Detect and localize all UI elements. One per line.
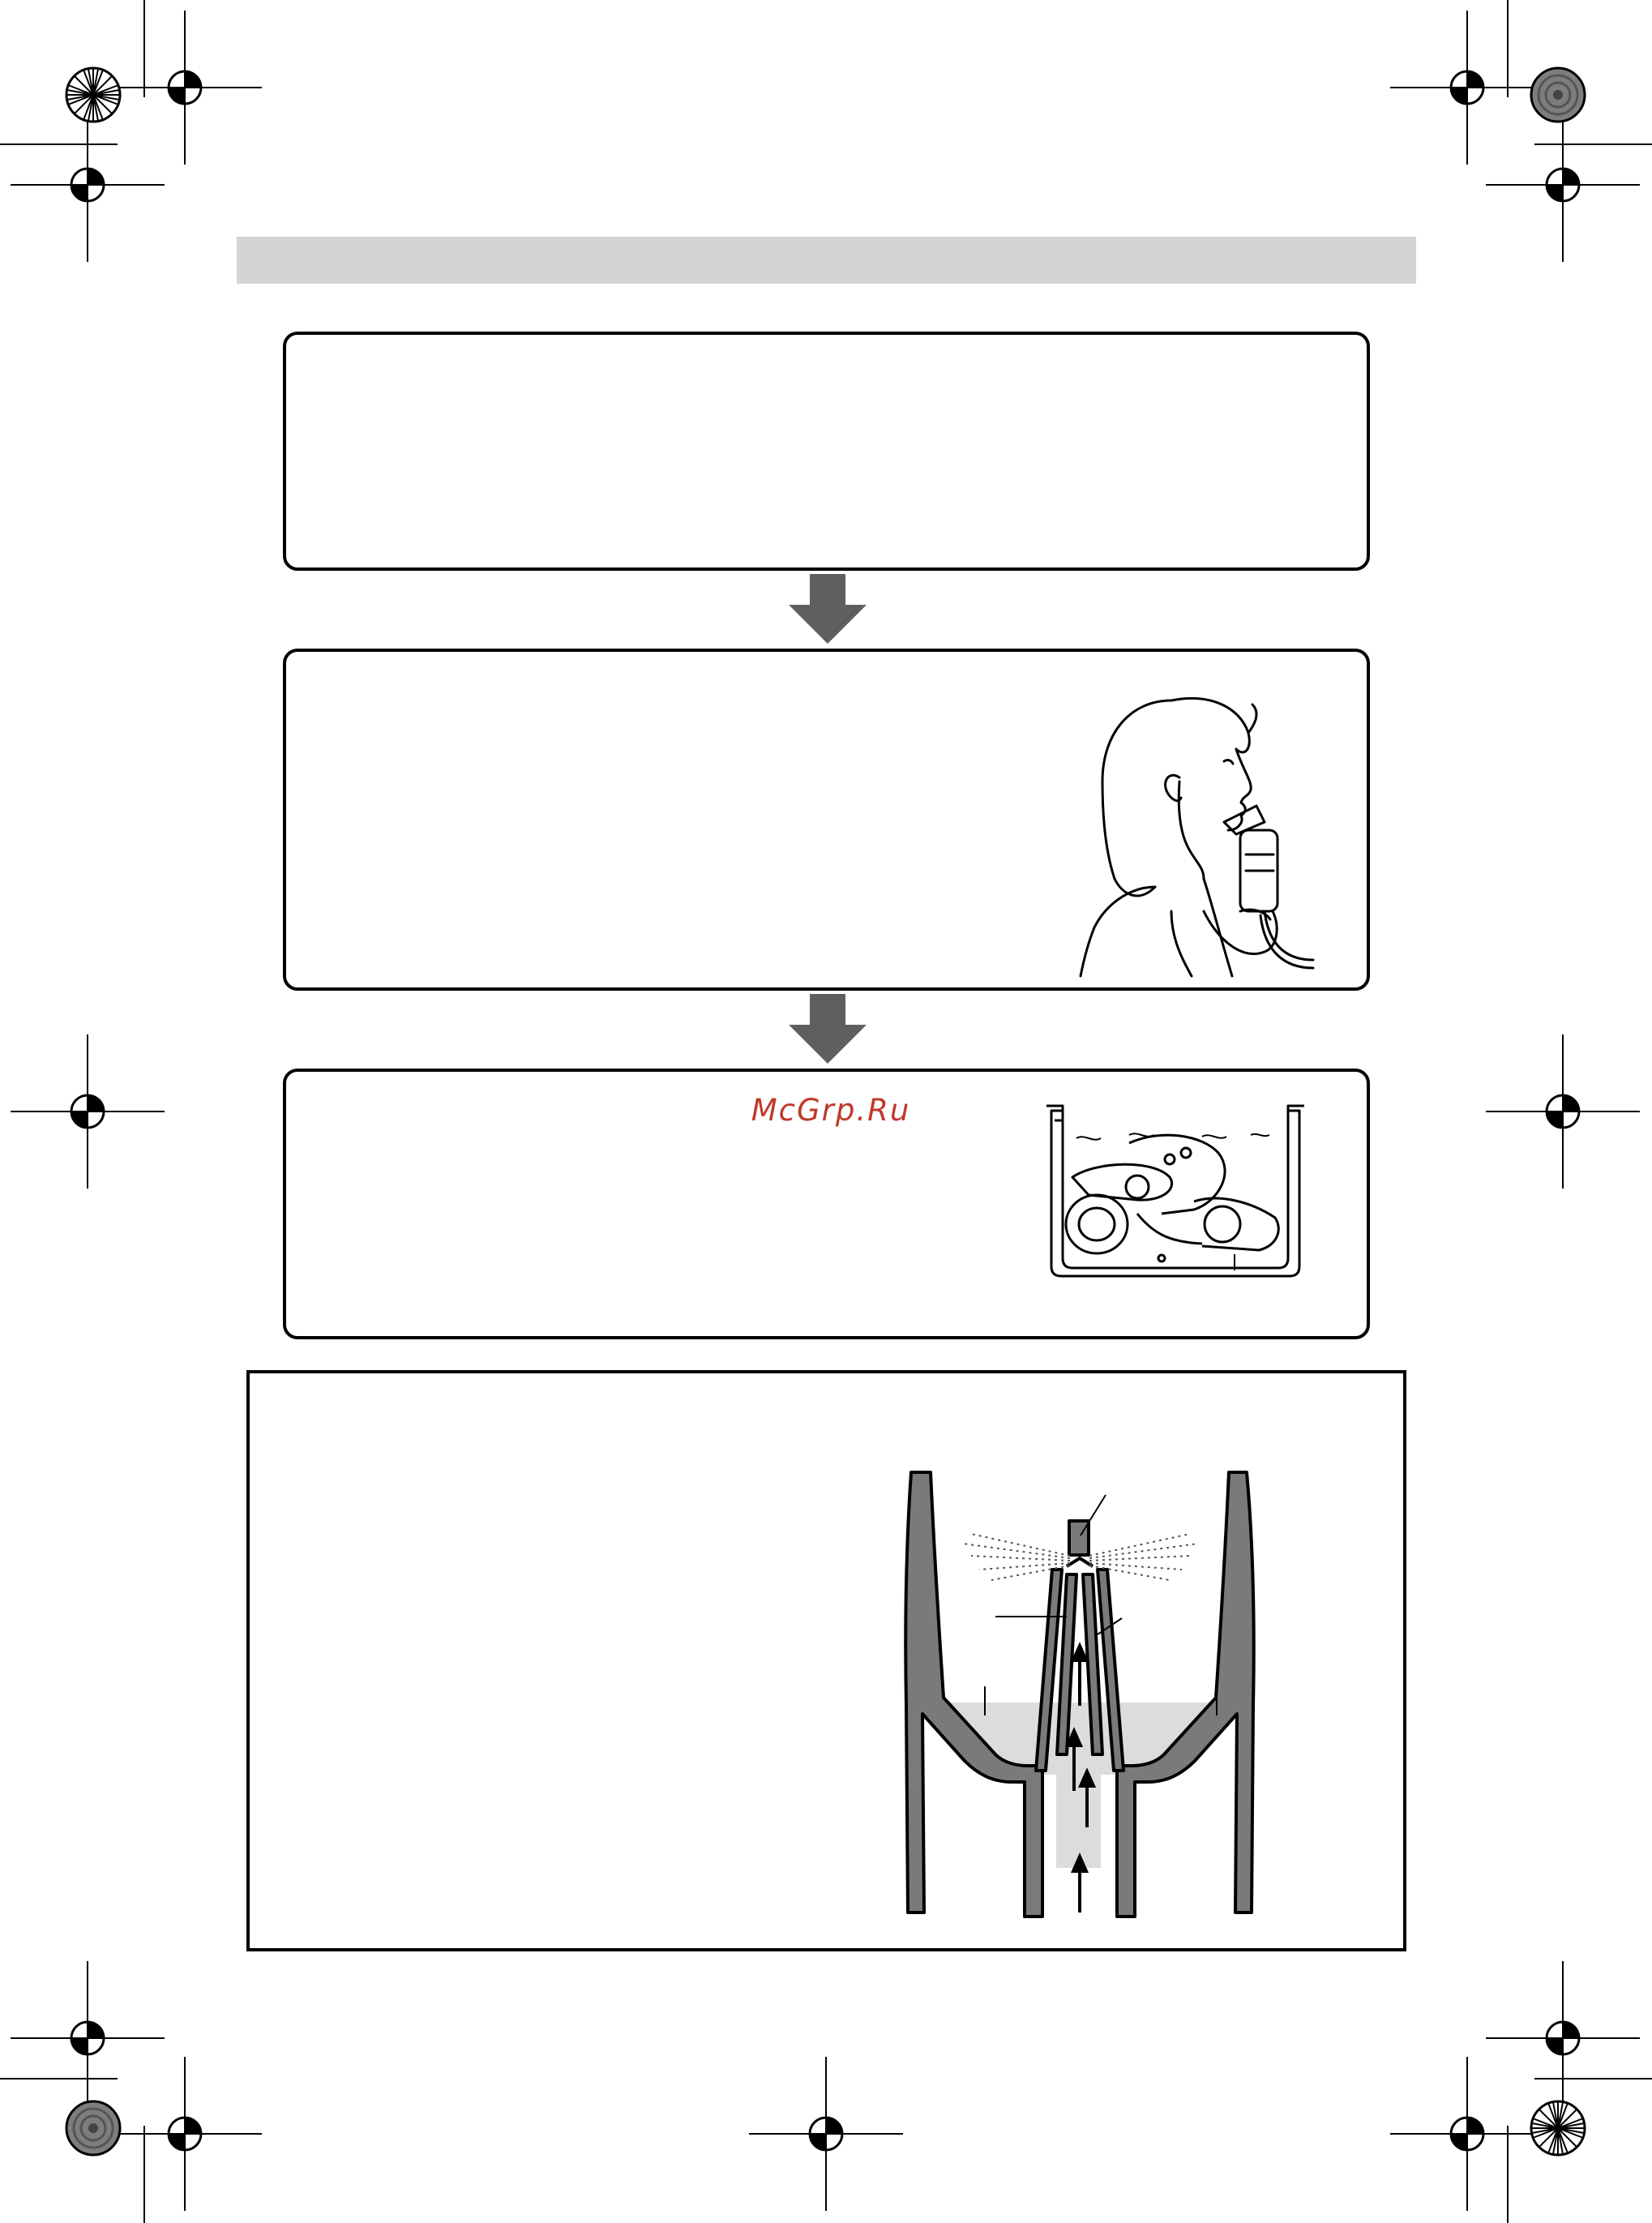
down-arrow-icon [789, 574, 867, 644]
step-box-2 [283, 649, 1370, 991]
parts-soaking-in-container-illustration [1040, 1096, 1332, 1283]
down-arrow-icon [789, 994, 867, 1064]
nebulizer-principle-box [246, 1370, 1406, 1951]
step-box-1 [283, 332, 1370, 571]
section-header-bar [237, 237, 1416, 284]
nebulizer-cross-section-diagram [833, 1414, 1320, 1933]
person-using-nebulizer-illustration [1058, 668, 1317, 984]
watermark: McGrp.Ru [751, 1093, 911, 1128]
